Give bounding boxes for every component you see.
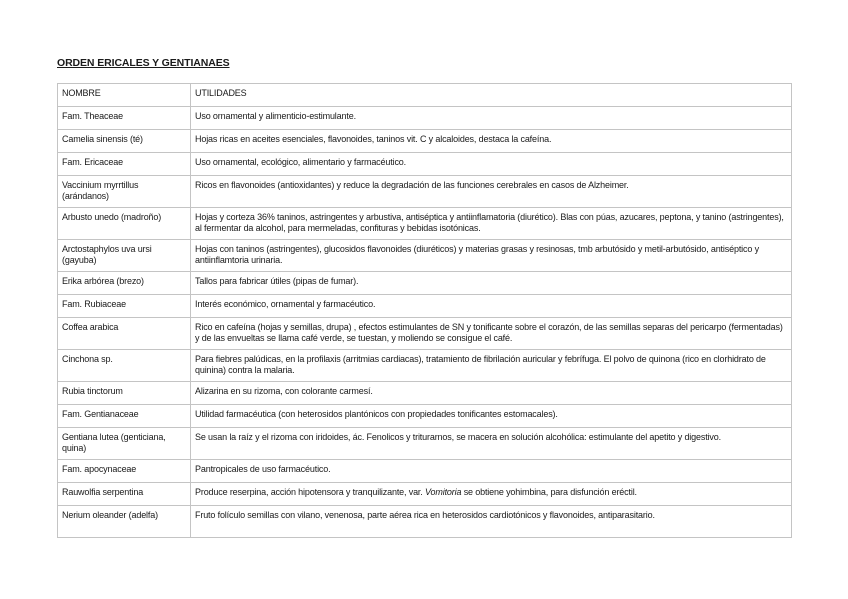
table-row <box>58 428 792 460</box>
table-row <box>58 506 792 538</box>
use-text: Produce reserpina, acción hipotensora y tranquilizante, var. <box>195 487 425 497</box>
use-text: se obtiene yohimbina, para disfunción eréctil. <box>461 487 637 497</box>
name-cell: Rauwolfia serpentina <box>58 483 191 506</box>
table-row <box>58 153 792 176</box>
name-cell: Coffea arabica <box>58 318 191 350</box>
name-cell: Vaccinium myrrtillus (arándanos) <box>58 176 191 208</box>
name-cell: Erika arbórea (brezo) <box>58 272 191 295</box>
name-cell: Fam. Gentianaceae <box>58 405 191 428</box>
name-cell: Arbusto unedo (madroño) <box>58 208 191 240</box>
use-cell: Utilidad farmacéutica (con heterosidos plantónicos con propiedades tonificantes estomacales). <box>191 405 792 428</box>
name-cell: Fam. Theaceae <box>58 107 191 130</box>
use-cell: Hojas con taninos (astringentes), glucosidos flavonoides (diuréticos) y materias grasas y resinosas, tmb arbutósido y metil-arbutósido, antiséptico y antiinflamtoria urinaria. <box>191 240 792 272</box>
table-row <box>58 295 792 318</box>
name-cell: Camelia sinensis (té) <box>58 130 191 153</box>
column-header-utilidades: UTILIDADES <box>191 84 792 107</box>
use-cell: Rico en cafeína (hojas y semillas, drupa) , efectos estimulantes de SN y tonificante sobre el corazón, de las semillas separas del pericarpo (fermentadas) y de las envueltas se llama café verde, se tuestan, y moliendo se consigue el café. <box>191 318 792 350</box>
page-title: ORDEN ERICALES Y GENTIANAES <box>57 57 230 69</box>
use-cell: Ricos en flavonoides (antioxidantes) y reduce la degradación de las funciones cerebrales en casos de Alzheimer. <box>191 176 792 208</box>
name-cell: Nerium oleander (adelfa) <box>58 506 191 538</box>
use-cell: Tallos para fabricar útiles (pipas de fumar). <box>191 272 792 295</box>
use-cell: Interés económico, ornamental y farmacéutico. <box>191 295 792 318</box>
column-header-nombre: NOMBRE <box>58 84 191 107</box>
table-row <box>58 107 792 130</box>
use-cell: Uso ornamental, ecológico, alimentario y farmacéutico. <box>191 153 792 176</box>
use-cell: Hojas ricas en aceites esenciales, flavonoides, taninos vit. C y alcaloides, destaca la cafeína. <box>191 130 792 153</box>
use-cell: Fruto folículo semillas con vilano, venenosa, parte aérea rica en heterosidos cardiotónicos y flavonoides, antiparasitario. <box>191 506 792 538</box>
name-cell: Gentiana lutea (genticiana, quina) <box>58 428 191 460</box>
table-row <box>58 130 792 153</box>
table-row <box>58 405 792 428</box>
table-header-row <box>58 84 792 107</box>
table-row <box>58 382 792 405</box>
use-cell: Hojas y corteza 36% taninos, astringentes y arbustiva, antiséptica y antiinflamatoria (diurético). Blas con púas, azucares, peptona, y tanino (astringentes), al fermentar da alcohol, para mermeladas, confituras y bebidas isotónicas. <box>191 208 792 240</box>
name-cell: Fam. Rubiaceae <box>58 295 191 318</box>
name-cell: Rubia tinctorum <box>58 382 191 405</box>
use-cell: Se usan la raíz y el rizoma con iridoides, ác. Fenolicos y triturarnos, se macera en solución alcohólica: estimulante del apetito y digestivo. <box>191 428 792 460</box>
use-cell: Pantropicales de uso farmacéutico. <box>191 460 792 483</box>
name-cell: Cinchona sp. <box>58 350 191 382</box>
use-cell: Para fiebres palúdicas, en la profilaxis (arritmias cardiacas), tratamiento de fibrilación auricular y febrífuga. El polvo de quinona (rico en clorhidrato de quinina) contra la malaria. <box>191 350 792 382</box>
use-cell: Alizarina en su rizoma, con colorante carmesí. <box>191 382 792 405</box>
table-row <box>58 272 792 295</box>
use-cell <box>191 483 792 506</box>
table-row <box>58 350 792 382</box>
table-row <box>58 240 792 272</box>
name-cell: Arctostaphylos uva ursi (gayuba) <box>58 240 191 272</box>
plants-table <box>57 83 792 538</box>
table-row <box>58 208 792 240</box>
table-row <box>58 460 792 483</box>
table-row <box>58 176 792 208</box>
use-italic-text: Vomitoria <box>425 487 462 497</box>
table-row <box>58 318 792 350</box>
name-cell: Fam. Ericaceae <box>58 153 191 176</box>
name-cell: Fam. apocynaceae <box>58 460 191 483</box>
table-row <box>58 483 792 506</box>
use-cell: Uso ornamental y alimenticio-estimulante. <box>191 107 792 130</box>
